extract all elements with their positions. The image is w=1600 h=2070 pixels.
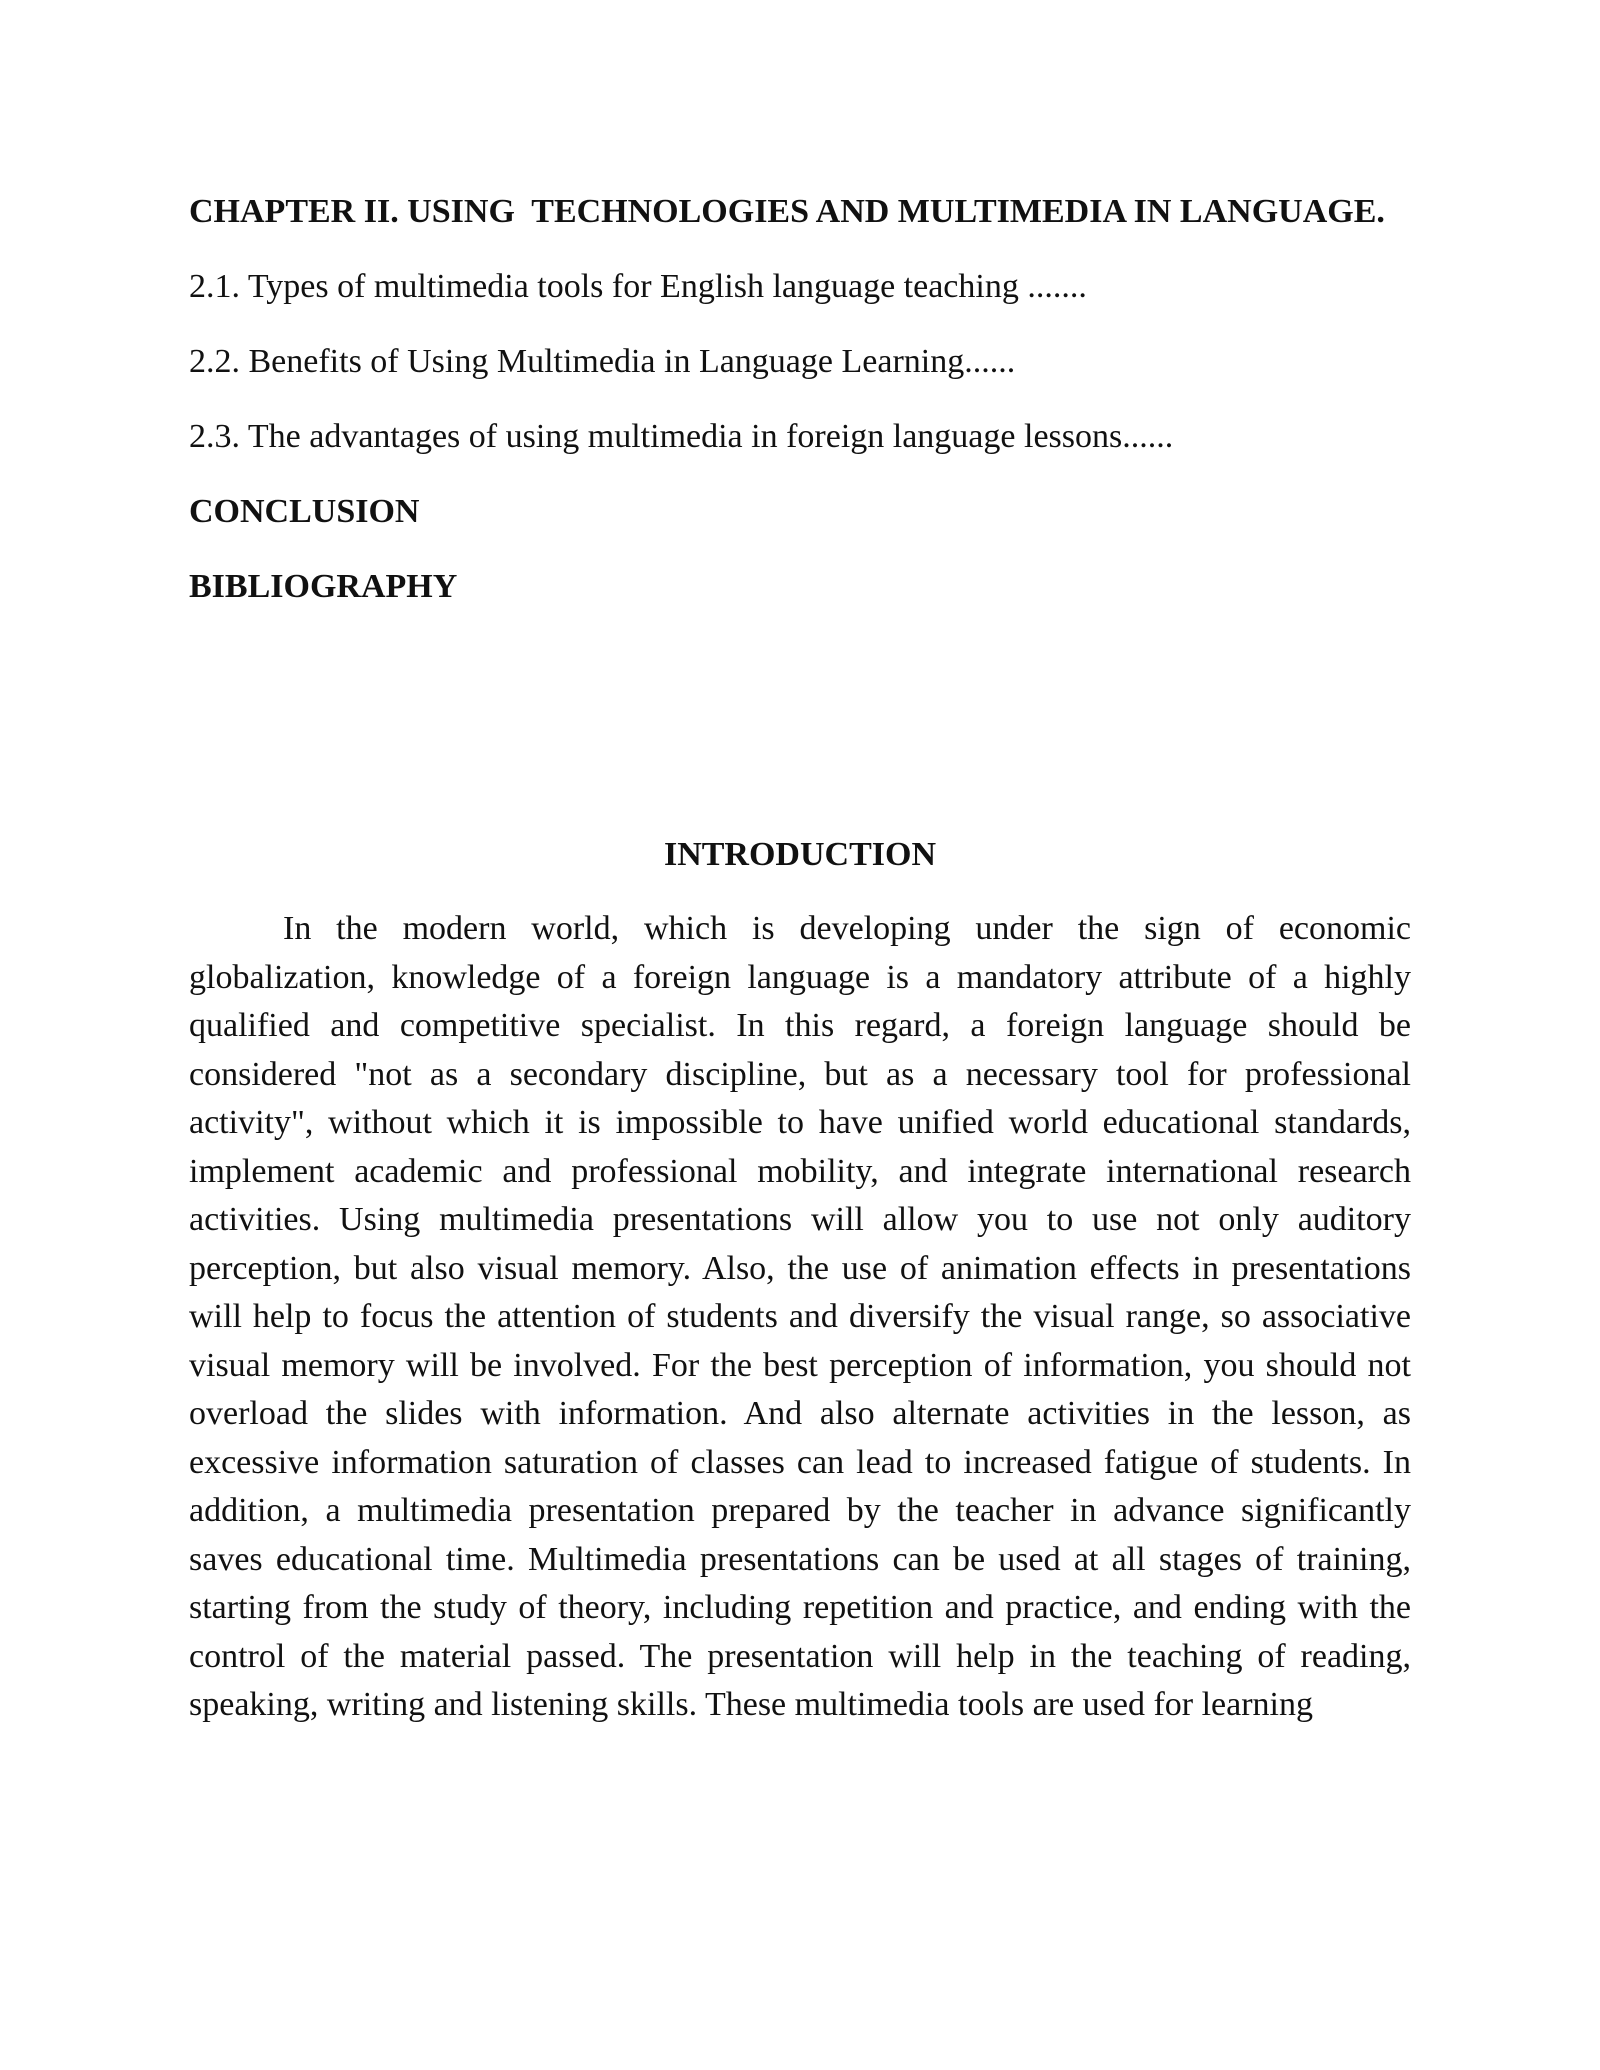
toc-entry-2-3: 2.3. The advantages of using multimedia in foreign language lessons...... <box>189 418 1174 455</box>
introduction-paragraph: In the modern world, which is developing under the sign of economic globalization, knowledge of a foreign language is a mandatory attribute of a highly qualified and competitive specialist. In this regard, a foreign language should be considered "not as a secondary discipline, but as a necessary tool for professional activity", without which it is impossible to have unified world educational standards, implement academic and professional mobility, and integrate international research activities. Using multimedia presentations will allow you to use not only auditory perception, but also visual memory. Also, the use of animation effects in presentations will help to focus the attention of students and diversify the visual range, so associative visual memory will be involved. For the best perception of information, you should not overload the slides with information. And also alternate activities in the lesson, as excessive information saturation of classes can lead to increased fatigue of students. In addition, a multimedia presentation prepared by the teacher in advance significantly saves educational time. Multimedia presentations can be used at all stages of training, starting from the study of theory, including repetition and practice, and ending with the control of the material passed. The presentation will help in the teaching of reading, speaking, writing and listening skills. These multimedia tools are used for learning <box>189 910 1411 1723</box>
toc-bibliography: BIBLIOGRAPHY <box>189 568 458 605</box>
table-of-contents <box>189 187 1411 637</box>
toc-conclusion: CONCLUSION <box>189 493 420 530</box>
introduction-title: INTRODUCTION <box>663 836 937 873</box>
toc-entry-2-2: 2.2. Benefits of Using Multimedia in Language Learning...... <box>189 343 1016 380</box>
toc-entry-2-1: 2.1. Types of multimedia tools for English language teaching ....... <box>189 268 1087 305</box>
chapter-heading: CHAPTER II. USING TECHNOLOGIES AND MULTIMEDIA IN LANGUAGE. <box>189 193 1385 230</box>
